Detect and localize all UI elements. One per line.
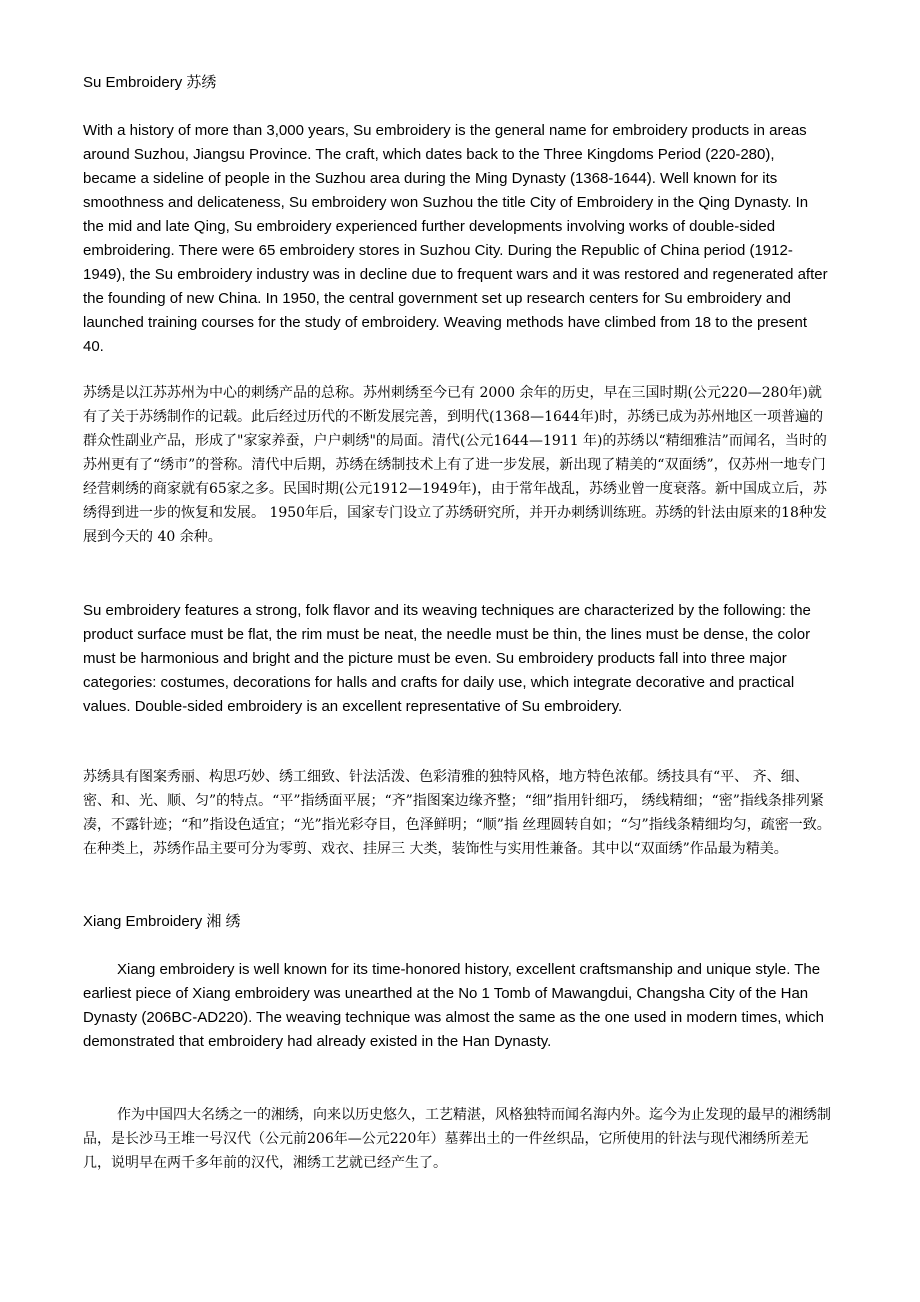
su-intro-english-paragraph: With a history of more than 3,000 years, Su embroidery is the general name for embroidery products in areas around Suzhou, Jiangsu Province. The craft, which dates back to the Three Kingdoms Period (220-280), became a sideline of people in the Suzhou area during the Ming Dynasty (1368-1644). Well known for its smoothness and delicateness, Su embroidery won Suzhou the title City of Embroidery in the Qing Dynasty. In the mid and late Qing, Su embroidery experienced further developments involving works of double-sided embroidering. There were 65 embroidery stores in Suzhou City. During the Republic of China period (1912-1949), the Su embroidery industry was in decline due to frequent wars and it was restored and regenerated after the founding of new China. In 1950, the central government set up research centers for Su embroidery and launched training courses for the study of embroidery. Weaving methods have climbed from 18 to the present 40. [83,122,828,355]
xiang-embroidery-heading: Xiang Embroidery 湘 绣 [83,913,241,930]
su-features-chinese-paragraph: 苏绣具有图案秀丽、构思巧妙、绣工细致、针法活泼、色彩清雅的独特风格，地方特色浓郁。绣技具有“平、 齐、细、密、和、光、顺、匀”的特点。“平”指绣面平展；“齐”指图案边缘齐整；“细”指用针细巧， 绣线精细；“密”指线条排列紧凑，不露针迹；“和”指设色适宜；“光”指光彩夺目，色泽鲜明；“顺”指 丝理圆转自如；“匀”指线条精细均匀，疏密一致。在种类上，苏绣作品主要可分为零剪、戏衣、挂屏三 大类，装饰性与实用性兼备。其中以“双面绣”作品最为精美。 [83,769,831,857]
xiang-intro-english-paragraph: Xiang embroidery is well known for its time-honored history, excellent craftsmanship and unique style. The earliest piece of Xiang embroidery was unearthed at the No 1 Tomb of Mawangdui, Changsha City of the Han Dynasty (206BC-AD220). The weaving technique was almost the same as the one used in modern times, which demonstrated that embroidery had already existed in the Han Dynasty. [83,961,824,1050]
su-intro-chinese-paragraph: 苏绣是以江苏苏州为中心的刺绣产品的总称。苏州刺绣至今已有 2000 余年的历史，早在三国时期(公元220—280年)就有了关于苏绣制作的记载。此后经过历代的不断发展完善，到明代(1368—1644年)时，苏绣已成为苏州地区一项普遍的群众性副业产品，形成了"家家养蚕，户户刺绣"的局面。清代(公元1644—1911 年)的苏绣以“精细雅洁”而闻名，当时的苏州更有了“绣市”的誉称。清代中后期，苏绣在绣制技术上有了进一步发展，新出现了精美的“双面绣”，仅苏州一地专门经营刺绣的商家就有65家之多。民国时期(公元1912—1949年)，由于常年战乱，苏绣业曾一度衰落。新中国成立后，苏绣得到进一步的恢复和发展。 1950年后，国家专门设立了苏绣研究所，并开办刺绣训练班。苏绣的针法由原来的18种发展到今天的 40 余种。 [83,385,827,545]
su-embroidery-heading: Su Embroidery 苏绣 [83,74,217,91]
xiang-intro-chinese-paragraph: 作为中国四大名绣之一的湘绣，向来以历史悠久，工艺精湛，风格独特而闻名海内外。迄今为止发现的最早的湘绣制品，是长沙马王堆一号汉代（公元前206年—公元220年）墓葬出土的一件丝织品，它所使用的针法与现代湘绣所差无几，说明早在两千多年前的汉代，湘绣工艺就已经产生了。 [83,1107,831,1171]
su-features-english-paragraph: Su embroidery features a strong, folk flavor and its weaving techniques are characterized by the following: the product surface must be flat, the rim must be neat, the needle must be thin, the lines must be dense, the color must be harmonious and bright and the picture must be even. Su embroidery products fall into three major categories: costumes, decorations for halls and crafts for daily use, which integrate decorative and practical values. Double-sided embroidery is an excellent representative of Su embroidery. [83,602,811,715]
